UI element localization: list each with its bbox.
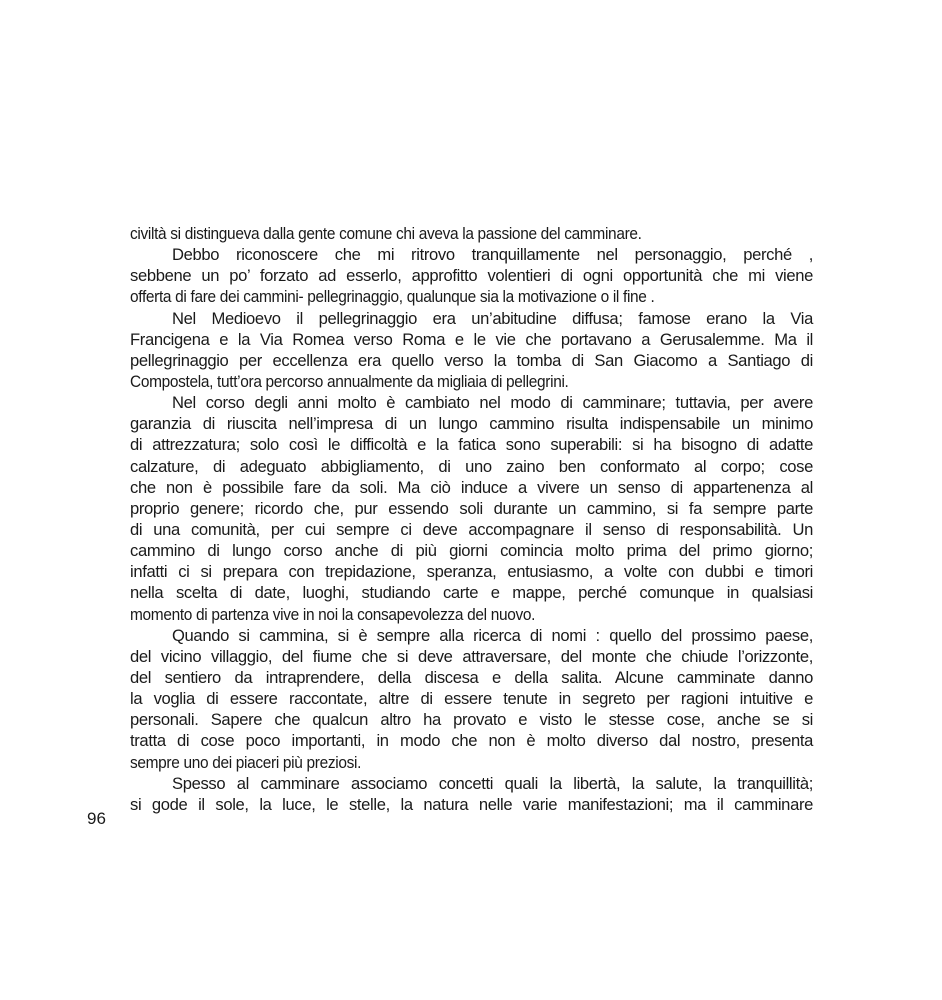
text-line: Francigena e la Via Romea verso Roma e le vie che portavano a Gerusalemme. Ma il xyxy=(130,329,813,349)
text-line: infatti ci si prepara con trepidazione, speranza, entusiasmo, a volte con dubbi e timori xyxy=(130,562,813,582)
page-number: 96 xyxy=(87,809,106,828)
text-line: Nel Medioevo il pellegrinaggio era un’abitudine diffusa; famose erano la Via xyxy=(172,308,813,328)
text-line: sempre uno dei piaceri più preziosi. xyxy=(130,752,362,772)
text-line: garanzia di riuscita nell’impresa di un lungo cammino risulta indispensabile un minimo xyxy=(130,414,813,434)
text-line: del sentiero da intraprendere, della discesa e della salita. Alcune camminate danno xyxy=(130,667,813,687)
text-line: Spesso al camminare associamo concetti quali la libertà, la salute, la tranquillità; xyxy=(172,773,813,793)
text-line: che non è possibile fare da soli. Ma ciò induce a vivere un senso di appartenenza al xyxy=(130,477,813,497)
text-line: di attrezzatura; solo così le difficoltà e la fatica sono superabili: si ha bisogno di adatte xyxy=(130,435,813,455)
text-line: personali. Sapere che qualcun altro ha provato e visto le stesse cose, anche se si xyxy=(130,710,813,730)
text-line: Debbo riconoscere che mi ritrovo tranquillamente nel personaggio, perché , xyxy=(172,245,813,265)
text-line: nella scelta di date, luoghi, studiando carte e mappe, perché comunque in qualsiasi xyxy=(130,583,813,603)
text-line: pellegrinaggio per eccellenza era quello verso la tomba di San Giacomo a Santiago di xyxy=(130,350,813,370)
text-line: tratta di cose poco importanti, in modo che non è molto diverso dal nostro, presenta xyxy=(130,731,813,751)
text-line: del vicino villaggio, del fiume che si deve attraversare, del monte che chiude l’orizzonte, xyxy=(130,646,813,666)
text-line: cammino di lungo corso anche di più giorni comincia molto prima del primo giorno; xyxy=(130,541,813,561)
text-line: civiltà si distingueva dalla gente comune chi aveva la passione del camminare. xyxy=(130,224,642,243)
text-line: Compostela, tutt’ora percorso annualmente da migliaia di pellegrini. xyxy=(130,371,569,391)
text-line: calzature, di adeguato abbigliamento, di uno zaino ben conformato al corpo; cose xyxy=(130,456,813,476)
text-line: di una comunità, per cui sempre ci deve accompagnare il senso di responsabilità. Un xyxy=(130,519,813,539)
text-line: si gode il sole, la luce, le stelle, la natura nelle varie manifestazioni; ma il camminare xyxy=(130,794,813,814)
text-line: Quando si cammina, si è sempre alla ricerca di nomi : quello del prossimo paese, xyxy=(172,625,813,645)
text-line: momento di partenza vive in noi la consapevolezza del nuovo. xyxy=(130,604,536,624)
text-line: Nel corso degli anni molto è cambiato nel modo di camminare; tuttavia, per avere xyxy=(172,393,813,413)
body-text xyxy=(130,223,813,815)
text-line: offerta di fare dei cammini- pellegrinaggio, qualunque sia la motivazione o il fine . xyxy=(130,287,655,307)
text-line: la voglia di essere raccontate, altre di essere tenute in segreto per ragioni intuitive e xyxy=(130,689,813,709)
text-line: sebbene un po’ forzato ad esserlo, approfitto volentieri di ogni opportunità che mi viene xyxy=(130,266,813,286)
text-line: proprio genere; ricordo che, pur essendo soli durante un cammino, si fa sempre parte xyxy=(130,498,813,518)
